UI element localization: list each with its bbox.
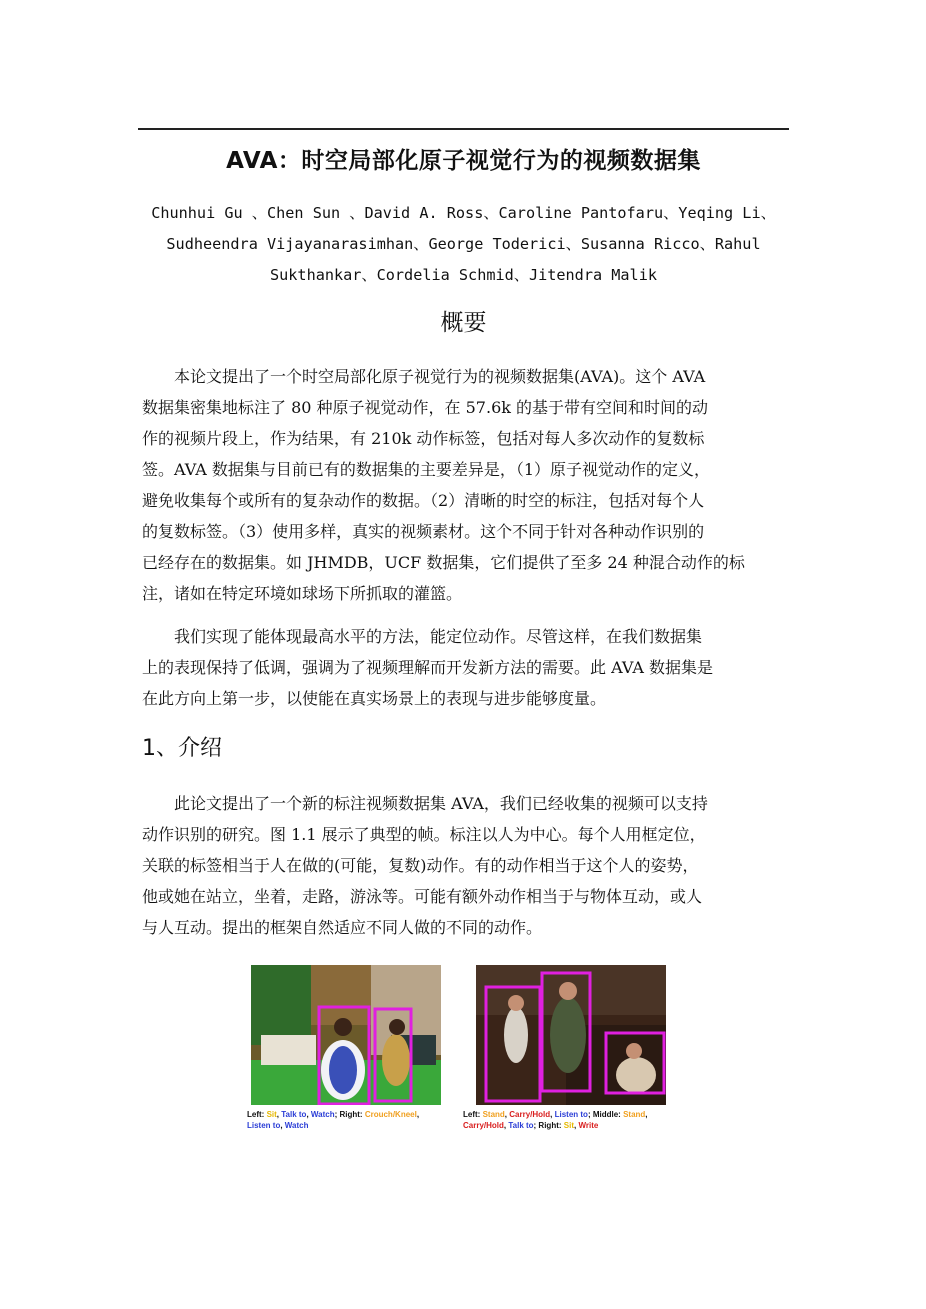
- caption-action: Write: [578, 1121, 599, 1130]
- caption-word: Left:: [463, 1110, 483, 1119]
- text-line: 他或她在站立，坐着，走路，游泳等。可能有额外动作相当于与物体互动，或人: [142, 887, 703, 906]
- caption-action: Carry/Hold: [509, 1110, 551, 1119]
- right-video-frame: [476, 965, 666, 1105]
- text-line: 本论文提出了一个时空局部化原子视觉行为的视频数据集(AVA)。这个 AVA: [174, 367, 706, 386]
- text-line: 与人互动。提出的框架自然适应不同人做的不同的动作。: [142, 918, 543, 937]
- abstract-paragraph-1: [142, 361, 787, 609]
- caption-word: ,: [276, 1110, 282, 1119]
- text-line: 避免收集每个或所有的复杂动作的数据。（2）清晰的时空的标注，包括对每个人: [142, 491, 705, 510]
- text-line: 作的视频片段上，作为结果，有 210k 动作标签，包括对每人多次动作的复数标: [142, 429, 705, 448]
- intro-paragraph-1: [142, 788, 787, 943]
- caption-action: Crouch/Kneel: [364, 1110, 417, 1119]
- text-line: 我们实现了能体现最高水平的方法，能定位动作。尽管这样，在我们数据集: [174, 627, 703, 646]
- section-heading-introduction: 1、介绍: [142, 736, 222, 761]
- caption-word: ; Right:: [533, 1121, 564, 1130]
- left-figure-caption: [247, 1109, 419, 1131]
- caption-word: ; Middle:: [587, 1110, 624, 1119]
- caption-action: Carry/Hold: [463, 1121, 504, 1130]
- paper-title: AVA：时空局部化原子视觉行为的视频数据集: [226, 148, 701, 174]
- caption-word: Left:: [247, 1110, 267, 1119]
- caption-word: ,: [574, 1121, 579, 1130]
- text-line: 数据集密集地标注了 80 种原子视觉动作，在 57.6k 的基于带有空间和时间的动: [142, 398, 709, 417]
- caption-word: ,: [550, 1110, 555, 1119]
- right-figure-caption: [463, 1109, 648, 1131]
- caption-action: Stand: [623, 1110, 646, 1119]
- caption-action: Sit: [266, 1110, 277, 1119]
- text-line: 在此方向上第一步，以使能在真实场景上的表现与进步能够度量。: [142, 689, 607, 708]
- caption-word: ,: [504, 1110, 510, 1119]
- caption-action: Sit: [563, 1121, 574, 1130]
- text-line: 上的表现保持了低调，强调为了视频理解而开发新方法的需要。此 AVA 数据集是: [142, 658, 713, 677]
- top-rule: [138, 128, 789, 130]
- caption-action: Listen to: [247, 1121, 281, 1130]
- author-line: Sudheendra Vijayanarasimhan、George Toderici、Susanna Ricco、Rahul: [166, 235, 761, 253]
- abstract-heading: 概要: [440, 310, 487, 336]
- caption-action: Listen to: [554, 1110, 588, 1119]
- left-video-frame: [251, 965, 441, 1105]
- abstract-paragraph-2: [142, 621, 787, 714]
- caption-word: ,: [280, 1121, 285, 1130]
- text-line: 已经存在的数据集。如 JHMDB，UCF 数据集，它们提供了至多 24 种混合动作的标: [142, 553, 745, 572]
- figure-1-1: [247, 965, 679, 1140]
- text-line: 关联的标签相当于人在做的(可能，复数)动作。有的动作相当于这个人的姿势，: [142, 856, 699, 875]
- caption-word: ,: [503, 1121, 509, 1130]
- text-line: 的复数标签。（3）使用多样，真实的视频素材。这个不同于针对各种动作识别的: [142, 522, 705, 541]
- text-line: 此论文提出了一个新的标注视频数据集 AVA，我们已经收集的视频可以支持: [174, 794, 708, 813]
- caption-action: Talk to: [508, 1121, 534, 1130]
- author-line: Chunhui Gu 、Chen Sun 、David A. Ross、Caroline Pantofaru、Yeqing Li、: [151, 204, 776, 222]
- caption-action: Talk to: [281, 1110, 307, 1119]
- caption-word: ,: [416, 1110, 420, 1119]
- caption-action: Stand: [482, 1110, 505, 1119]
- author-list: [138, 198, 789, 291]
- text-line: 签。AVA 数据集与目前已有的数据集的主要差异是，（1）原子视觉动作的定义，: [142, 460, 711, 479]
- caption-action: Watch: [310, 1110, 335, 1119]
- author-line: Sukthankar、Cordelia Schmid、Jitendra Malik: [270, 266, 657, 284]
- caption-word: ,: [306, 1110, 311, 1119]
- caption-word: ,: [645, 1110, 648, 1119]
- caption-action: Watch: [284, 1121, 309, 1130]
- text-line: 动作识别的研究。图 1.1 展示了典型的帧。标注以人为中心。每个人用框定位，: [142, 825, 706, 844]
- caption-word: ; Right:: [334, 1110, 365, 1119]
- text-line: 注，诸如在特定环境如球场下所抓取的灌篮。: [142, 584, 463, 603]
